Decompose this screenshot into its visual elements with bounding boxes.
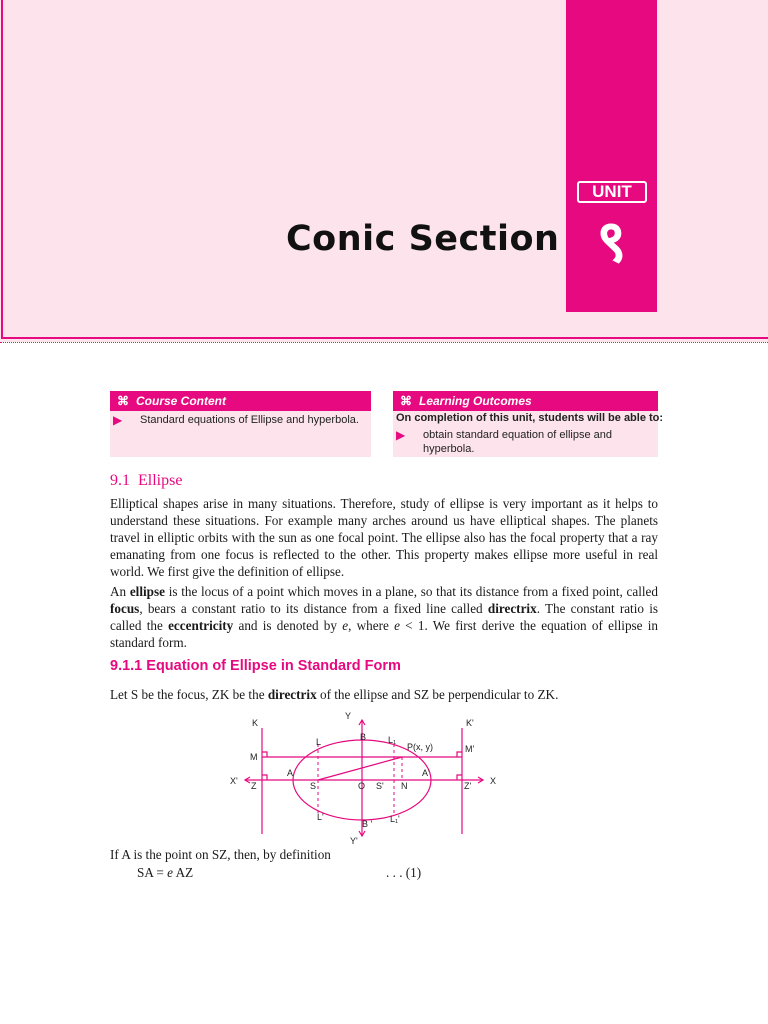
definition-line: If A is the point on SZ, then, by definition bbox=[110, 847, 331, 862]
ellipse-diagram bbox=[225, 710, 515, 850]
learning-outcomes-item: obtain standard equation of ellipse and bbox=[423, 429, 612, 441]
label-b: B bbox=[360, 732, 367, 742]
course-content-heading bbox=[110, 391, 371, 411]
equation-number: . . . (1) bbox=[386, 865, 422, 880]
course-content-item: Standard equations of Ellipse and hyperbola. bbox=[140, 414, 359, 426]
term-eccentricity: eccentricity bbox=[168, 618, 234, 633]
label-s: S bbox=[310, 781, 317, 791]
label-x: X bbox=[490, 776, 497, 786]
label-z: Z bbox=[251, 781, 257, 791]
right-angle-m2 bbox=[457, 752, 462, 757]
subsection-intro: Let S be the focus, ZK be the directrix of the ellipse and SZ be perpendicular to ZK. bbox=[110, 687, 559, 702]
bullet-arrow-icon: ▶ bbox=[396, 428, 406, 442]
label-y: Y bbox=[345, 711, 352, 721]
label-l2: L' bbox=[317, 812, 324, 822]
label-x2: X' bbox=[230, 776, 238, 786]
label-n: N bbox=[401, 781, 408, 791]
term-ellipse: ellipse bbox=[129, 584, 165, 599]
course-content-title: Course Content bbox=[136, 394, 226, 408]
chapter-title: Conic Section bbox=[286, 219, 560, 259]
term-directrix: directrix bbox=[267, 687, 317, 702]
label-z2: Z' bbox=[464, 781, 472, 791]
label-l: L bbox=[316, 737, 322, 747]
right-angle-m bbox=[262, 752, 267, 757]
section-number: 9.1 bbox=[110, 472, 130, 489]
learning-outcomes-item: hyperbola. bbox=[423, 443, 475, 455]
label-a2: A' bbox=[422, 768, 430, 778]
label-b2: B ' bbox=[362, 819, 373, 829]
term-directrix: directrix bbox=[487, 601, 537, 616]
label-k: K bbox=[252, 718, 259, 728]
label-s2: S' bbox=[376, 781, 384, 791]
learning-outcomes-heading bbox=[393, 391, 658, 411]
label-m2: M' bbox=[465, 744, 475, 754]
label-m: M bbox=[250, 752, 258, 762]
learning-outcomes-intro: On completion of this unit, students will be able to: bbox=[396, 412, 664, 424]
label-l1p: L₁' bbox=[390, 814, 400, 824]
label-k2: K' bbox=[466, 718, 474, 728]
command-icon: ⌘ bbox=[117, 394, 129, 408]
header-separator bbox=[0, 342, 768, 343]
section-title: Ellipse bbox=[138, 472, 183, 489]
bullet-arrow-icon: ▶ bbox=[113, 413, 123, 427]
term-focus: focus bbox=[110, 601, 140, 616]
command-icon: ⌘ bbox=[400, 394, 412, 408]
unit-label: UNIT bbox=[577, 181, 647, 203]
equation-1: SA = e AZ bbox=[137, 865, 194, 880]
subsection-heading: 9.1.1 Equation of Ellipse in Standard Form bbox=[110, 658, 401, 674]
right-angle-z2 bbox=[457, 775, 462, 780]
ellipse-intro-paragraph: Elliptical shapes arise in many situations. Therefore, study of ellipse is very important as it helps to understand these situations. For example many arches around us have elliptical shapes. The planets travel in elliptic orbits with the sun as one focal point. The ellipse also has the focal property that a ray emanating from one focus is reflected to the other. This property makes ellipse more useful in real world. We first give the definition of ellipse. bbox=[110, 496, 658, 579]
right-angle-z bbox=[262, 775, 267, 780]
learning-outcomes-title: Learning Outcomes bbox=[419, 394, 532, 408]
section-heading bbox=[110, 472, 182, 490]
label-p: P(x, y) bbox=[407, 742, 433, 752]
label-l1: L₁ bbox=[388, 735, 397, 745]
label-o: O bbox=[358, 781, 366, 791]
label-a: A bbox=[287, 768, 294, 778]
ellipse-definition-paragraph: An ellipse is the locus of a point which moves in a plane, so that its distance from a fixed point, called focus, bears a constant ratio to its distance from a fixed line called directrix. The constant ratio is called the eccentricity and is denoted by e, where e < 1. We first derive the equation of ellipse in standard form. bbox=[110, 584, 659, 650]
line-sp bbox=[318, 757, 402, 780]
unit-number: ९ bbox=[596, 207, 627, 275]
label-y2: Y' bbox=[350, 836, 358, 846]
